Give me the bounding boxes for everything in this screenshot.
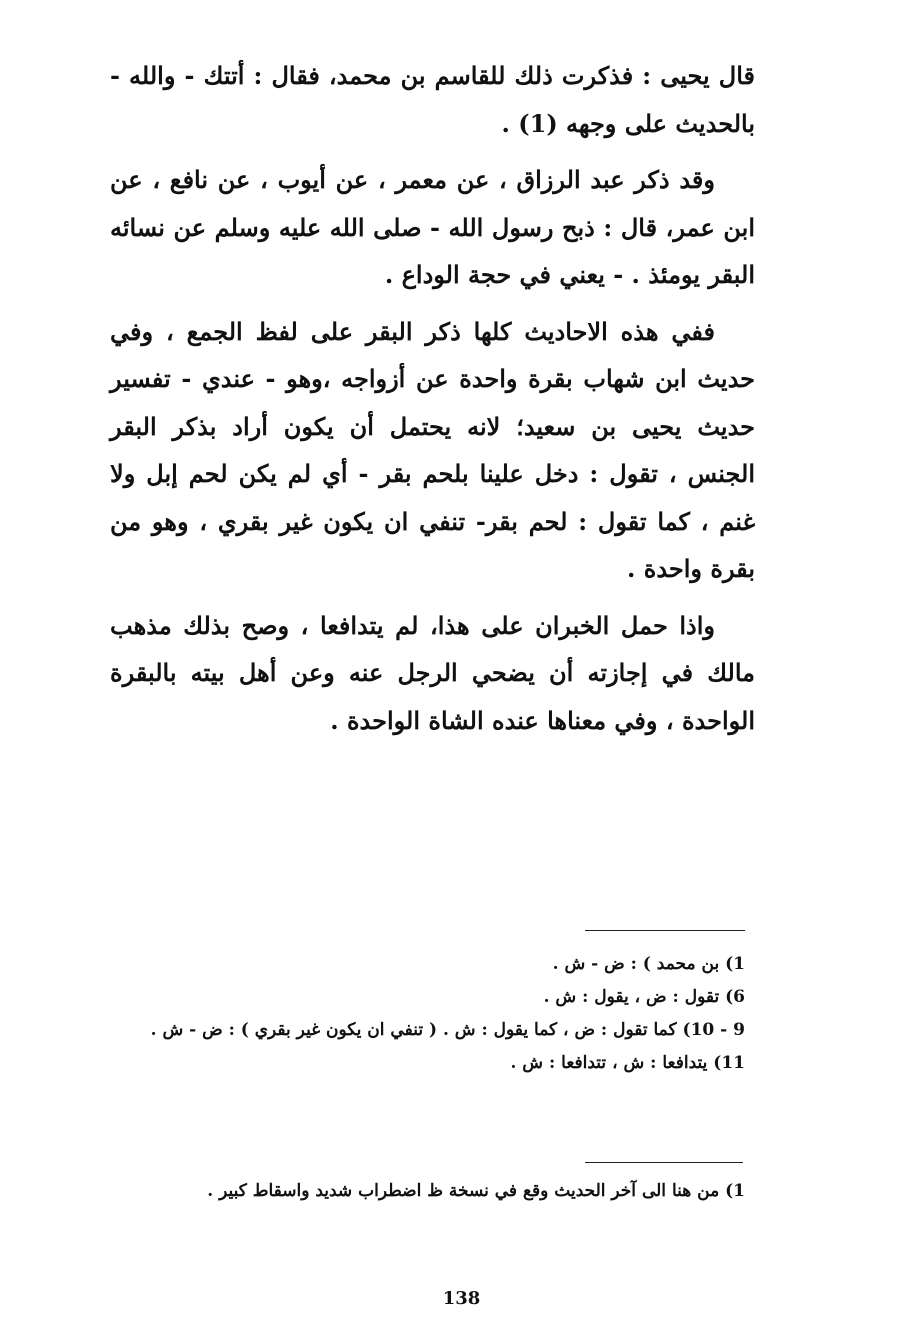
variant-note: 9 - 10) كما تقول : ض ، كما يقول : ش . ( تنفي ان يكون غير بقري ) : ض - ش . [150, 1020, 745, 1040]
paragraph-4: واذا حمل الخبران على هذا، لم يتدافعا ، وصح بذلك مذهب مالك في إجازته أن يضحي الرجل عنه وعن أهل بيته بالبقرة الواحدة ، وفي معناها عنده الشاة الواحدة . [110, 610, 755, 735]
variant-note: 11) يتدافعا : ش ، تتدافعا : ش . [510, 1053, 745, 1073]
footnotes [110, 1174, 745, 1208]
variant-notes-divider [585, 930, 745, 931]
variant-note: 1) بن محمد ) : ض - ش . [552, 954, 745, 974]
paragraph-2: وقد ذكر عبد الرزاق ، عن معمر ، عن أيوب ، عن نافع ، عن ابن عمر، قال : ذبح رسول الله - صلى الله عليه وسلم عن نسائه البقر يومئذ . - يعني في حجة الوداع . [110, 165, 755, 289]
paragraph-1: قال يحيى : فذكرت ذلك للقاسم بن محمد، فقال : أتتك - والله - بالحديث على وجهه (1) . [110, 61, 755, 138]
footnotes-divider [585, 1162, 743, 1163]
page-number: 138 [442, 1288, 481, 1309]
variant-notes [110, 948, 745, 1080]
paragraph-3: ففي هذه الاحاديث كلها ذكر البقر على لفظ الجمع ، وفي حديث ابن شهاب بقرة واحدة عن أزواجه ،وهو - عندي - تفسير حديث يحيى بن سعيد؛ لانه يحتمل أن يكون أراد بذكر البقر الجنس ، تقول : دخل علينا بلحم بقر - أي لم يكن لحم إبل ولا غنم ، كما تقول : لحم بقر- تنفي ان يكون غير بقري ، وهو من بقرة واحدة . [110, 316, 756, 583]
footnote: 1) من هنا الى آخر الحديث وقع في نسخة ظ اضطراب شديد واسقاط كبير . [207, 1181, 745, 1201]
main-text [110, 52, 755, 753]
variant-note: 6) تقول : ض ، يقول : ش . [543, 987, 745, 1007]
